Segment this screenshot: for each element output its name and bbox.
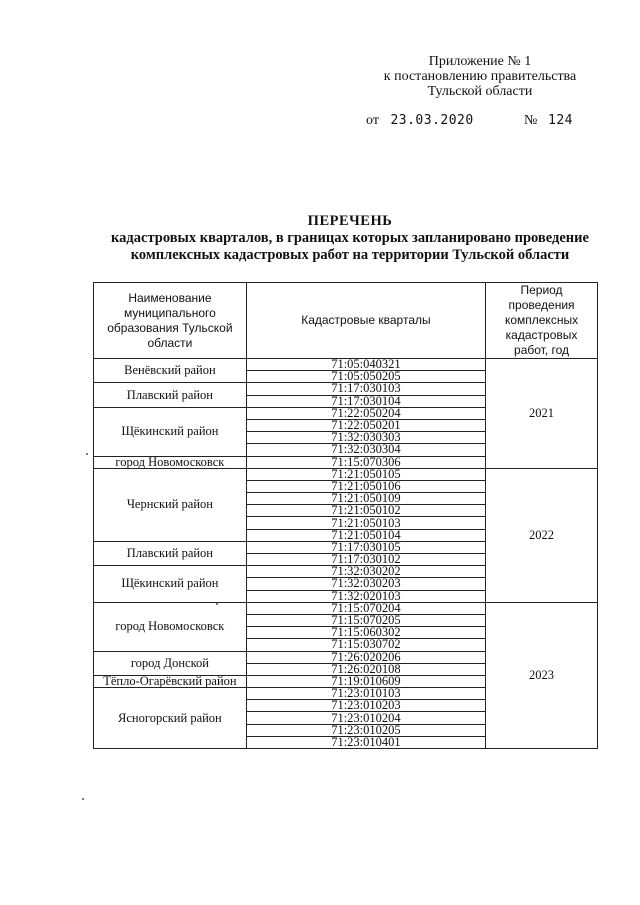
period-year-cell: 2023 bbox=[486, 602, 598, 748]
quarter-cell: 71:17:030103 bbox=[246, 383, 485, 395]
quarter-cell: 71:21:050104 bbox=[246, 529, 485, 541]
quarter-cell: 71:15:070204 bbox=[246, 602, 485, 614]
number-sign: № bbox=[524, 113, 538, 128]
quarter-cell: 71:32:030304 bbox=[246, 444, 485, 456]
decree-date: 23.03.2020 bbox=[390, 113, 474, 128]
quarter-cell: 71:17:030104 bbox=[246, 395, 485, 407]
period-year-cell: 2022 bbox=[486, 468, 598, 602]
quarter-cell: 71:05:040321 bbox=[246, 359, 485, 371]
municipality-cell: Венёвский район bbox=[94, 359, 247, 383]
appendix-block bbox=[350, 54, 610, 99]
quarter-cell: 71:15:070306 bbox=[246, 456, 485, 468]
quarter-cell: 71:15:060302 bbox=[246, 627, 485, 639]
quarter-cell: 71:21:050102 bbox=[246, 505, 485, 517]
appendix-line-1: Приложение № 1 bbox=[428, 54, 532, 69]
header-municipality: Наименование муниципального образования Тульской области bbox=[94, 283, 247, 359]
header-period: Период проведения комплексных кадастровых работ, год bbox=[486, 283, 598, 359]
scan-speck bbox=[216, 603, 218, 605]
quarter-cell: 71:19:010609 bbox=[246, 675, 485, 687]
quarter-cell: 71:21:050103 bbox=[246, 517, 485, 529]
quarter-cell: 71:23:010401 bbox=[246, 736, 485, 748]
period-year-cell: 2021 bbox=[486, 359, 598, 469]
scan-speck bbox=[86, 453, 88, 455]
quarter-cell: 71:23:010204 bbox=[246, 712, 485, 724]
quarter-cell: 71:15:030702 bbox=[246, 639, 485, 651]
quarter-cell: 71:17:030105 bbox=[246, 541, 485, 553]
header-quarters: Кадастровые кварталы bbox=[246, 283, 485, 359]
quarter-cell: 71:32:030203 bbox=[246, 578, 485, 590]
date-number-line bbox=[366, 113, 573, 129]
quarter-cell: 71:26:020206 bbox=[246, 651, 485, 663]
quarter-cell: 71:32:030303 bbox=[246, 432, 485, 444]
municipality-cell: Щёкинский район bbox=[94, 407, 247, 456]
appendix-line-3: Тульской области bbox=[427, 84, 533, 99]
title-heading: ПЕРЕЧЕНЬ bbox=[307, 213, 393, 229]
municipality-cell: город Донской bbox=[94, 651, 247, 675]
appendix-line-2: к постановлению правительства bbox=[383, 69, 577, 84]
municipality-cell: Плавский район bbox=[94, 383, 247, 407]
quarter-cell: 71:22:050201 bbox=[246, 419, 485, 431]
municipality-cell: город Новомосковск bbox=[94, 602, 247, 651]
municipality-cell: город Новомосковск bbox=[94, 456, 247, 468]
decree-number: 124 bbox=[548, 113, 573, 128]
quarter-cell: 71:26:020108 bbox=[246, 663, 485, 675]
quarter-cell: 71:22:050204 bbox=[246, 407, 485, 419]
quarter-cell: 71:21:050106 bbox=[246, 480, 485, 492]
municipality-cell: Тёпло-Огарёвский район bbox=[94, 675, 247, 687]
table-header-row bbox=[94, 283, 598, 359]
municipality-cell: Ясногорский район bbox=[94, 688, 247, 749]
quarter-cell: 71:05:050205 bbox=[246, 371, 485, 383]
quarter-cell: 71:23:010205 bbox=[246, 724, 485, 736]
quarter-cell: 71:15:070205 bbox=[246, 614, 485, 626]
municipality-cell: Плавский район bbox=[94, 541, 247, 565]
municipality-cell: Чернский район bbox=[94, 468, 247, 541]
title-line-2: кадастровых кварталов, в границах которых запланировано проведение bbox=[111, 230, 589, 246]
quarter-cell: 71:32:020103 bbox=[246, 590, 485, 602]
quarter-cell: 71:21:050109 bbox=[246, 493, 485, 505]
cadastral-quarters-table bbox=[93, 282, 598, 749]
title-line-3: комплексных кадастровых работ на территории Тульской области bbox=[130, 247, 570, 263]
document-title bbox=[95, 213, 605, 264]
quarter-cell: 71:17:030102 bbox=[246, 554, 485, 566]
municipality-cell: Щёкинский район bbox=[94, 566, 247, 603]
table-body bbox=[94, 283, 598, 749]
quarter-cell: 71:21:050105 bbox=[246, 468, 485, 480]
from-label: от bbox=[366, 113, 379, 128]
quarter-cell: 71:32:030202 bbox=[246, 566, 485, 578]
scan-speck bbox=[82, 798, 84, 800]
quarter-cell: 71:23:010203 bbox=[246, 700, 485, 712]
quarter-cell: 71:23:010103 bbox=[246, 688, 485, 700]
